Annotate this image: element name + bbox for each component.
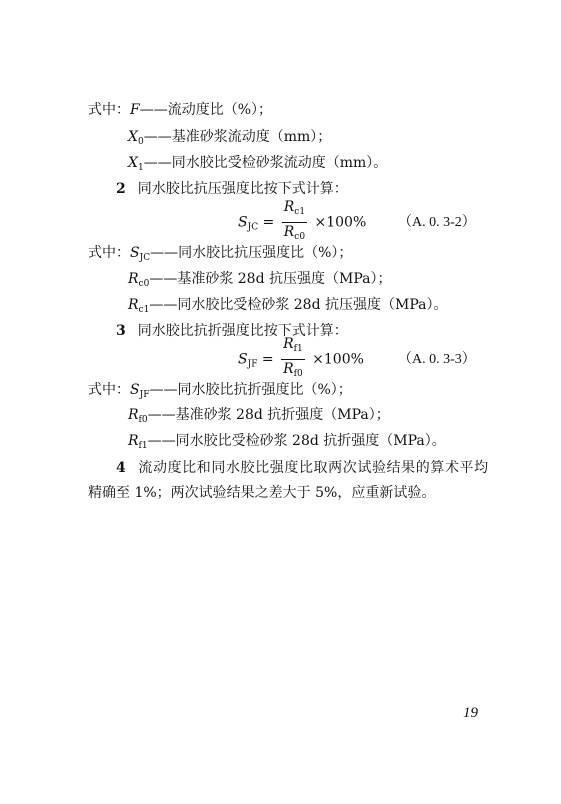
where-line-SJC — [88, 244, 352, 267]
symbol-X0: X — [128, 129, 138, 145]
formula-equals: = — [262, 214, 275, 231]
item-4-line-2 — [88, 484, 435, 502]
numerator-symbol: R — [283, 336, 294, 352]
page-number: 19 — [463, 705, 478, 721]
definition-Rf1: ——同水胶比受检砂浆 28d 抗折强度（MPa）。 — [147, 433, 446, 449]
item-4-number: 4 — [116, 460, 127, 476]
symbol-Rc0: R — [128, 271, 139, 287]
item-2-number: 2 — [116, 181, 126, 197]
formula-fraction — [281, 336, 305, 383]
definition-Rf0: ——基准砂浆 28d 抗折强度（MPa）； — [147, 407, 390, 423]
item-4-text-line-2: 精确至 1%；两次试验结果之差大于 5%，应重新试验。 — [88, 485, 436, 501]
item-2-paragraph — [116, 180, 348, 198]
where-line-F — [88, 101, 272, 119]
numerator-symbol: R — [283, 199, 295, 215]
subscript-X1: 1 — [137, 163, 144, 173]
item-2-text: 同水胶比抗压强度比按下式计算： — [137, 181, 348, 197]
formula-lhs-subscript: JC — [247, 222, 259, 233]
subscript-X0: 0 — [137, 137, 144, 147]
item-3-number: 3 — [116, 323, 126, 339]
fraction-denominator — [281, 360, 305, 383]
subscript-Rf1: f1 — [138, 441, 148, 451]
definition-SJF: ——同水胶比抗折强度比（%）； — [149, 382, 352, 398]
item-3-text: 同水胶比抗折强度比按下式计算： — [137, 323, 348, 339]
formula-flexural-ratio — [238, 336, 364, 383]
where-line-X1 — [128, 154, 387, 177]
symbol-Rf0: R — [128, 407, 139, 423]
denominator-symbol: R — [283, 361, 294, 377]
where-line-Rc1 — [128, 296, 447, 319]
where-label: 式中： — [88, 245, 130, 261]
where-label: 式中： — [88, 102, 130, 118]
where-line-X0 — [128, 128, 331, 151]
denominator-subscript: f0 — [293, 369, 303, 379]
definition-SJC: ——同水胶比抗压强度比（%）； — [150, 245, 353, 261]
item-4-text-line-1: 流动度比和同水胶比强度比取两次试验结果的算术平均 — [138, 460, 489, 476]
formula-multiplier: ×100% — [314, 214, 367, 231]
numerator-subscript: c1 — [294, 207, 306, 217]
definition-X0: ——基准砂浆流动度（mm）； — [143, 129, 332, 145]
definition-Rc0: ——基准砂浆 28d 抗压强度（MPa）； — [149, 271, 392, 287]
formula-lhs-symbol: S — [238, 214, 248, 231]
formula-compressive-ratio — [238, 199, 366, 246]
subscript-Rf0: f0 — [138, 415, 148, 425]
symbol-Rc1: R — [128, 297, 139, 313]
where-line-Rf1 — [128, 432, 446, 455]
where-line-Rf0 — [128, 406, 390, 429]
where-line-SJF — [88, 381, 352, 404]
equation-number-A033: （A. 0. 3-3） — [398, 352, 476, 367]
formula-lhs-symbol: S — [238, 351, 248, 368]
formula-multiplier: ×100% — [312, 351, 364, 368]
subscript-SJC: JC — [139, 253, 151, 263]
numerator-subscript: f1 — [293, 344, 303, 354]
definition-Rc1: ——同水胶比受检砂浆 28d 抗压强度（MPa）。 — [149, 297, 448, 313]
denominator-subscript: c0 — [294, 232, 306, 242]
formula-fraction — [282, 199, 307, 246]
where-line-Rc0 — [128, 270, 391, 293]
symbol-Rf1: R — [128, 433, 139, 449]
equation-number-A032: （A. 0. 3-2） — [398, 215, 476, 230]
definition-X1: ——同水胶比受检砂浆流动度（mm）。 — [143, 155, 388, 171]
subscript-Rc1: c1 — [138, 305, 150, 315]
denominator-symbol: R — [283, 224, 295, 240]
fraction-denominator — [282, 223, 307, 246]
fraction-numerator — [282, 199, 307, 223]
formula-equals: = — [261, 351, 274, 368]
subscript-Rc0: c0 — [138, 279, 150, 289]
where-label: 式中： — [88, 382, 130, 398]
item-4-line-1 — [116, 459, 489, 477]
formula-lhs-subscript: JF — [247, 359, 258, 370]
symbol-F: F — [130, 102, 140, 118]
subscript-SJF: JF — [139, 390, 150, 400]
symbol-SJC: S — [130, 245, 140, 261]
symbol-X1: X — [128, 155, 138, 171]
fraction-numerator — [281, 336, 305, 360]
definition-F: ——流动度比（%）； — [139, 102, 273, 118]
symbol-SJF: S — [130, 382, 140, 398]
